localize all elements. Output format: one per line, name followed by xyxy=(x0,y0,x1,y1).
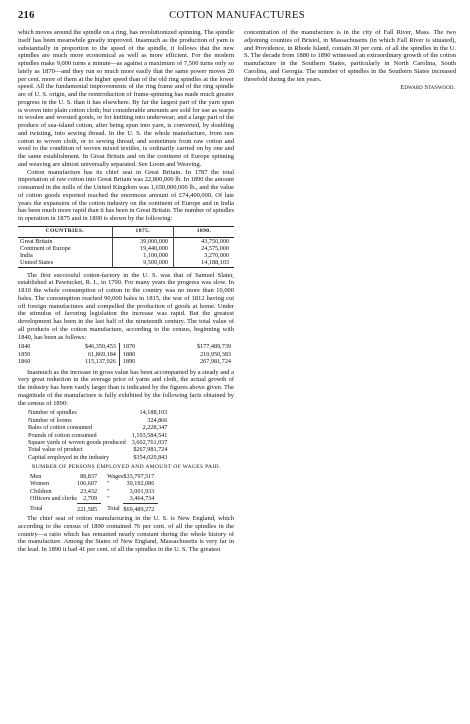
wages-label-cell: " xyxy=(107,495,110,503)
value-cell: 24,575,000 xyxy=(174,245,235,252)
table-row xyxy=(28,432,167,439)
wages-label-cell: " xyxy=(107,487,110,495)
value-cell: 19,440,000 xyxy=(112,245,173,252)
value-cell: 267,981,724 xyxy=(200,358,231,366)
value-cell: 9,500,000 xyxy=(112,259,173,267)
year-cell: 1850 xyxy=(18,350,31,358)
table-row xyxy=(28,409,167,416)
value-cell: 3,602,761,037 xyxy=(131,439,168,447)
label-cell: Pounds of cotton consumed xyxy=(28,431,97,439)
right-column xyxy=(244,29,456,92)
count-cell: 106,607 xyxy=(76,480,98,488)
total-wages-label-cell: Total xyxy=(107,505,120,513)
paragraph: The chief seat of cotton manufacturing in the U. S. is New England, which according to the census of 1890 contained 76 per cent. of all the spindles in the country—a ratio which has remained nearly constant during the whole history of the manufacture. Among the States of New England, Massachusetts is very far in the lead. In 1890 it had 41 per cent. of all the spindles in the U. S. The greatest xyxy=(18,515,234,554)
column-header: COUNTRIES. xyxy=(18,226,112,237)
spindles-table xyxy=(18,226,234,268)
category-cell: Children xyxy=(30,487,52,495)
table-row xyxy=(28,424,167,431)
column-header: 1875. xyxy=(112,226,173,237)
value-cell: $177,489,739 xyxy=(196,343,231,351)
value-cell: 14,188,103 xyxy=(139,409,168,417)
table-row xyxy=(18,237,234,245)
paragraph: The first successful cotton-factory in the U. S. was that of Samuel Slater, established at Pawtucket, R. I., in 1790. For many years the progress was slow. In 1810 the whole consumption of cotton in the country was no more than 10,000 bales. The consumption reached 90,000 bales in 1815, the war of 1812 having cut off foreign manufactures and compelled the production of goods at home. Under the stimulus of favoring legislation the increase was rapid. But the greatest development has been in the last half of the nineteenth century. The total value of all products of the cotton manufacture, according to the census, beginning with 1840, has been as follows: xyxy=(18,271,234,341)
paragraph: concentration of the manufacture is in the city of Fall River, Mass. The two adjoining counties of Bristol, in Massachusetts (in which Fall River is situated), and Providence, in Rhode Island, contain 30 per cent. of all the spindles in the U. S. The decade from 1880 to 1890 witnessed an extraordinary growth of the cotton manufacture in the Southern States, particularly in North Carolina, South Carolina, and Georgia. The number of spindles in the Southern States increased threefold during the ten years. xyxy=(244,29,456,83)
table-row xyxy=(18,343,234,350)
census-table xyxy=(28,409,167,461)
table-row xyxy=(28,454,167,461)
wages-table-title: NUMBER OF PERSONS EMPLOYED AND AMOUNT OF WAGES PAID. xyxy=(31,464,221,471)
wages-table xyxy=(18,473,158,513)
category-cell: Men xyxy=(30,473,42,480)
total-count-cell: 221,585 xyxy=(76,505,98,513)
wages-value-cell: 3,001,933 xyxy=(129,487,155,495)
table-row xyxy=(18,495,158,503)
author-signature: Edward Stanwood. xyxy=(400,84,455,92)
category-cell: Officers and clerks xyxy=(30,495,77,503)
value-cell: 3,270,000 xyxy=(174,252,235,259)
wages-value-cell: 30,192,086 xyxy=(126,480,155,488)
wages-value-cell: 3,464,734 xyxy=(123,495,158,503)
year-cell: 1870 xyxy=(119,343,153,350)
page-number: 216 xyxy=(18,10,35,21)
label-cell: Bales of cotton consumed xyxy=(28,424,93,432)
table-row xyxy=(18,473,158,480)
paragraph: which moves around the spindle on a ring, has revolutionized spinning. The spindle itself has been meanwhile greatly improved. Inasmuch as the production of yarn is substantially in proportion to the speed of the spindle, it follows that the new spindles are much more economical as well as more efficient. For the modern spindles make 9,000 turns a minute—as against a maximum of 7,500 turns only so lately as 1870—and they run so much more easily that the same power moves 20 per cent. more of them at the higher speed than of the old ring spindles at the lower speed. All the fundamental improvements of the ring frame and of the ring spindle are of U. S. origin, and the reintroduction of frame-spinning has made much greater progress in the U. S. than it has elsewhere. By far the largest part of the yarn spun is woven into plain cotton cloth; but considerable amounts are sold for use as warps in woolen and worsted goods, or for knitting into underwear; and a large part of the produce of sea-island cotton, after being spun into yarn, is converted, by doubling and twisting, into sewing thread. In the U. S. the whole manufacture, from raw cotton to woven cloth, or to sewing thread, and sometimes from raw cotton and wool to the condition of woven mixed textiles, is ordinarily carried on by one and the same establishment. In Great Britain and on the continent of Europe spinning and weaving are almost universally separated. See Loom and Weaving. xyxy=(18,29,234,168)
value-cell: $267,981,724 xyxy=(133,446,168,454)
country-cell: India xyxy=(20,252,33,260)
value-cell: 115,137,926 xyxy=(85,358,116,366)
value-cell: 210,950,383 xyxy=(200,350,231,358)
label-cell: Number of spindles xyxy=(28,409,77,417)
table-row xyxy=(18,480,158,487)
value-cell: 324,866 xyxy=(147,416,168,424)
count-cell: 88,837 xyxy=(80,473,98,480)
column-header: 1890. xyxy=(174,226,235,237)
table-row xyxy=(18,358,234,365)
value-cell: 14,188,103 xyxy=(174,259,235,267)
label-cell: Total value of product xyxy=(28,446,83,454)
table-row xyxy=(18,252,234,259)
year-cell: 1890 xyxy=(119,358,153,365)
value-cell: 43,750,000 xyxy=(174,237,235,245)
year-cell: 1880 xyxy=(119,351,153,358)
label-cell: Capital employed in the industry xyxy=(28,453,110,461)
wages-label-cell: Wages xyxy=(107,473,124,480)
total-wages-value-cell: $69,489,272 xyxy=(123,505,155,513)
value-cell: 2,228,347 xyxy=(142,424,168,432)
value-cell: 1,193,584,541 xyxy=(131,431,168,439)
paragraph: Cotton manufacture has its chief seat in Great Britain. In 1787 the total importation of raw cotton into Great Britain was 22,800,000 lb. In 1890 the amount consumed in the mills of the United Kingdom was 1,650,000,000 lb., and the value of cotton goods exported reached the enormous amount of £74,400,000. Of late years the expansion of the cotton industry on the continent of Europe and in India has been much more rapid than it has been in Great Britain. The number of spindles in operation in 1875 and in 1890 is shown by the following: xyxy=(18,168,234,222)
product-value-table xyxy=(18,343,234,365)
count-cell: 23,432 xyxy=(80,487,98,495)
wages-value-cell: $33,797,517 xyxy=(123,473,155,480)
running-header xyxy=(18,10,456,24)
table-row xyxy=(28,439,167,446)
total-label-cell: Total xyxy=(30,505,43,513)
year-cell: 1840 xyxy=(18,343,31,351)
value-cell: $354,020,843 xyxy=(133,453,168,461)
country-cell: Continent of Europe xyxy=(20,244,71,252)
value-cell: $46,350,453 xyxy=(84,343,116,351)
wages-label-cell: " xyxy=(107,480,110,488)
count-cell: 2,709 xyxy=(77,495,101,503)
table-total-row xyxy=(18,503,158,513)
table-row xyxy=(18,351,234,358)
category-cell: Women xyxy=(30,480,50,488)
table-row xyxy=(18,488,158,495)
running-title: COTTON MANUFACTURES xyxy=(169,10,305,21)
paragraph: Inasmuch as the increase in gross value has been accompanied by a steady and a very great reduction in the average price of yarns and cloth, the actual growth of the industry has been vastly larger than is indicated by the figures above given. The magnitude of the manufacture is fully exhibited by the following facts obtained by the census of 1890: xyxy=(18,368,234,407)
table-row xyxy=(18,259,234,267)
value-cell: 39,000,000 xyxy=(112,237,173,245)
table-row xyxy=(28,446,167,453)
value-cell: 61,869,184 xyxy=(88,350,116,358)
year-cell: 1860 xyxy=(18,358,31,366)
table-row xyxy=(28,417,167,424)
table-row xyxy=(18,245,234,252)
country-cell: United States xyxy=(20,259,54,267)
value-cell: 1,100,000 xyxy=(112,252,173,259)
left-column xyxy=(18,29,234,554)
country-cell: Great Britain xyxy=(20,237,53,245)
label-cell: Square yards of woven goods produced xyxy=(28,439,126,447)
label-cell: Number of looms xyxy=(28,416,72,424)
